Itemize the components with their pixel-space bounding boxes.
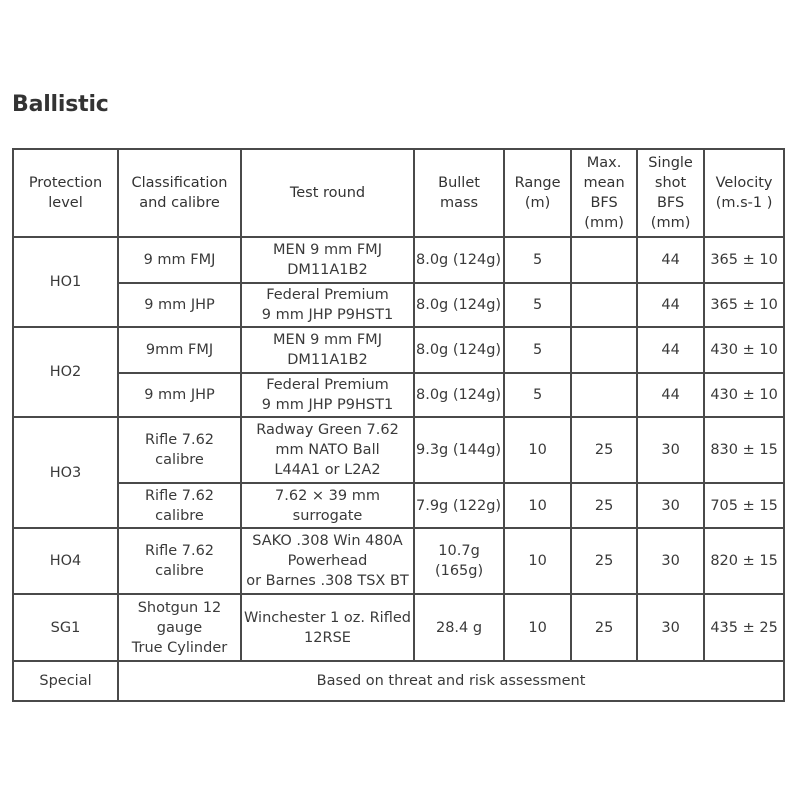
max-mean-bfs-cell [571,327,637,373]
classification-cell: 9 mm JHP [118,283,241,327]
bullet-mass-cell: 10.7g (165g) [414,528,504,594]
bullet-mass-cell: 7.9g (122g) [414,483,504,528]
max-mean-bfs-cell: 25 [571,594,637,661]
velocity-cell: 365 ± 10 [704,237,784,283]
header-velocity: Velocity (m.s-1 ) [704,149,784,237]
table-row [13,237,784,283]
range-cell: 5 [504,373,571,417]
velocity-cell: 435 ± 25 [704,594,784,661]
classification-cell: Shotgun 12 gauge True Cylinder [118,594,241,661]
single-shot-bfs-cell: 30 [637,594,704,661]
protection-level-cell: HO1 [13,237,118,327]
velocity-cell: 430 ± 10 [704,327,784,373]
section-title: Ballistic [12,92,109,117]
single-shot-bfs-cell: 30 [637,417,704,483]
max-mean-bfs-cell: 25 [571,528,637,594]
table-row [13,327,784,373]
single-shot-bfs-cell: 44 [637,373,704,417]
max-mean-bfs-cell: 25 [571,417,637,483]
test-round-cell: Radway Green 7.62 mm NATO Ball L44A1 or L2A2 [241,417,414,483]
velocity-cell: 430 ± 10 [704,373,784,417]
table-row-special [13,661,784,701]
range-cell: 5 [504,283,571,327]
protection-level-cell: SG1 [13,594,118,661]
single-shot-bfs-cell: 30 [637,528,704,594]
single-shot-bfs-cell: 44 [637,327,704,373]
protection-level-cell: HO2 [13,327,118,417]
velocity-cell: 820 ± 15 [704,528,784,594]
test-round-cell: MEN 9 mm FMJ DM11A1B2 [241,237,414,283]
range-cell: 10 [504,594,571,661]
range-cell: 10 [504,483,571,528]
max-mean-bfs-cell [571,373,637,417]
header-single-shot-bfs: Single shot BFS (mm) [637,149,704,237]
header-classification: Classification and calibre [118,149,241,237]
table-header-row [13,149,784,237]
header-range: Range (m) [504,149,571,237]
max-mean-bfs-cell [571,237,637,283]
range-cell: 10 [504,417,571,483]
max-mean-bfs-cell: 25 [571,483,637,528]
classification-cell: 9 mm JHP [118,373,241,417]
header-bullet-mass: Bullet mass [414,149,504,237]
classification-cell: 9 mm FMJ [118,237,241,283]
test-round-cell: Federal Premium 9 mm JHP P9HST1 [241,373,414,417]
bullet-mass-cell: 28.4 g [414,594,504,661]
classification-cell: Rifle 7.62 calibre [118,483,241,528]
velocity-cell: 830 ± 15 [704,417,784,483]
velocity-cell: 705 ± 15 [704,483,784,528]
protection-level-cell: HO4 [13,528,118,594]
bullet-mass-cell: 8.0g (124g) [414,327,504,373]
special-note-cell: Based on threat and risk assessment [118,661,784,701]
ballistic-protection-table [12,148,785,702]
bullet-mass-cell: 9.3g (144g) [414,417,504,483]
classification-cell: Rifle 7.62 calibre [118,528,241,594]
protection-level-cell: HO3 [13,417,118,528]
protection-level-cell: Special [13,661,118,701]
single-shot-bfs-cell: 44 [637,283,704,327]
test-round-cell: Federal Premium 9 mm JHP P9HST1 [241,283,414,327]
header-protection-level: Protection level [13,149,118,237]
table-row [13,483,784,528]
bullet-mass-cell: 8.0g (124g) [414,373,504,417]
table-row [13,528,784,594]
bullet-mass-cell: 8.0g (124g) [414,283,504,327]
table-row [13,594,784,661]
range-cell: 5 [504,327,571,373]
classification-cell: 9mm FMJ [118,327,241,373]
single-shot-bfs-cell: 30 [637,483,704,528]
test-round-cell: Winchester 1 oz. Rifled 12RSE [241,594,414,661]
test-round-cell: SAKO .308 Win 480A Powerhead or Barnes .308 TSX BT [241,528,414,594]
range-cell: 10 [504,528,571,594]
header-test-round: Test round [241,149,414,237]
max-mean-bfs-cell [571,283,637,327]
range-cell: 5 [504,237,571,283]
test-round-cell: 7.62 × 39 mm surrogate [241,483,414,528]
table-row [13,373,784,417]
velocity-cell: 365 ± 10 [704,283,784,327]
table-row [13,283,784,327]
header-max-mean-bfs: Max. mean BFS (mm) [571,149,637,237]
bullet-mass-cell: 8.0g (124g) [414,237,504,283]
classification-cell: Rifle 7.62 calibre [118,417,241,483]
table-row [13,417,784,483]
single-shot-bfs-cell: 44 [637,237,704,283]
test-round-cell: MEN 9 mm FMJ DM11A1B2 [241,327,414,373]
